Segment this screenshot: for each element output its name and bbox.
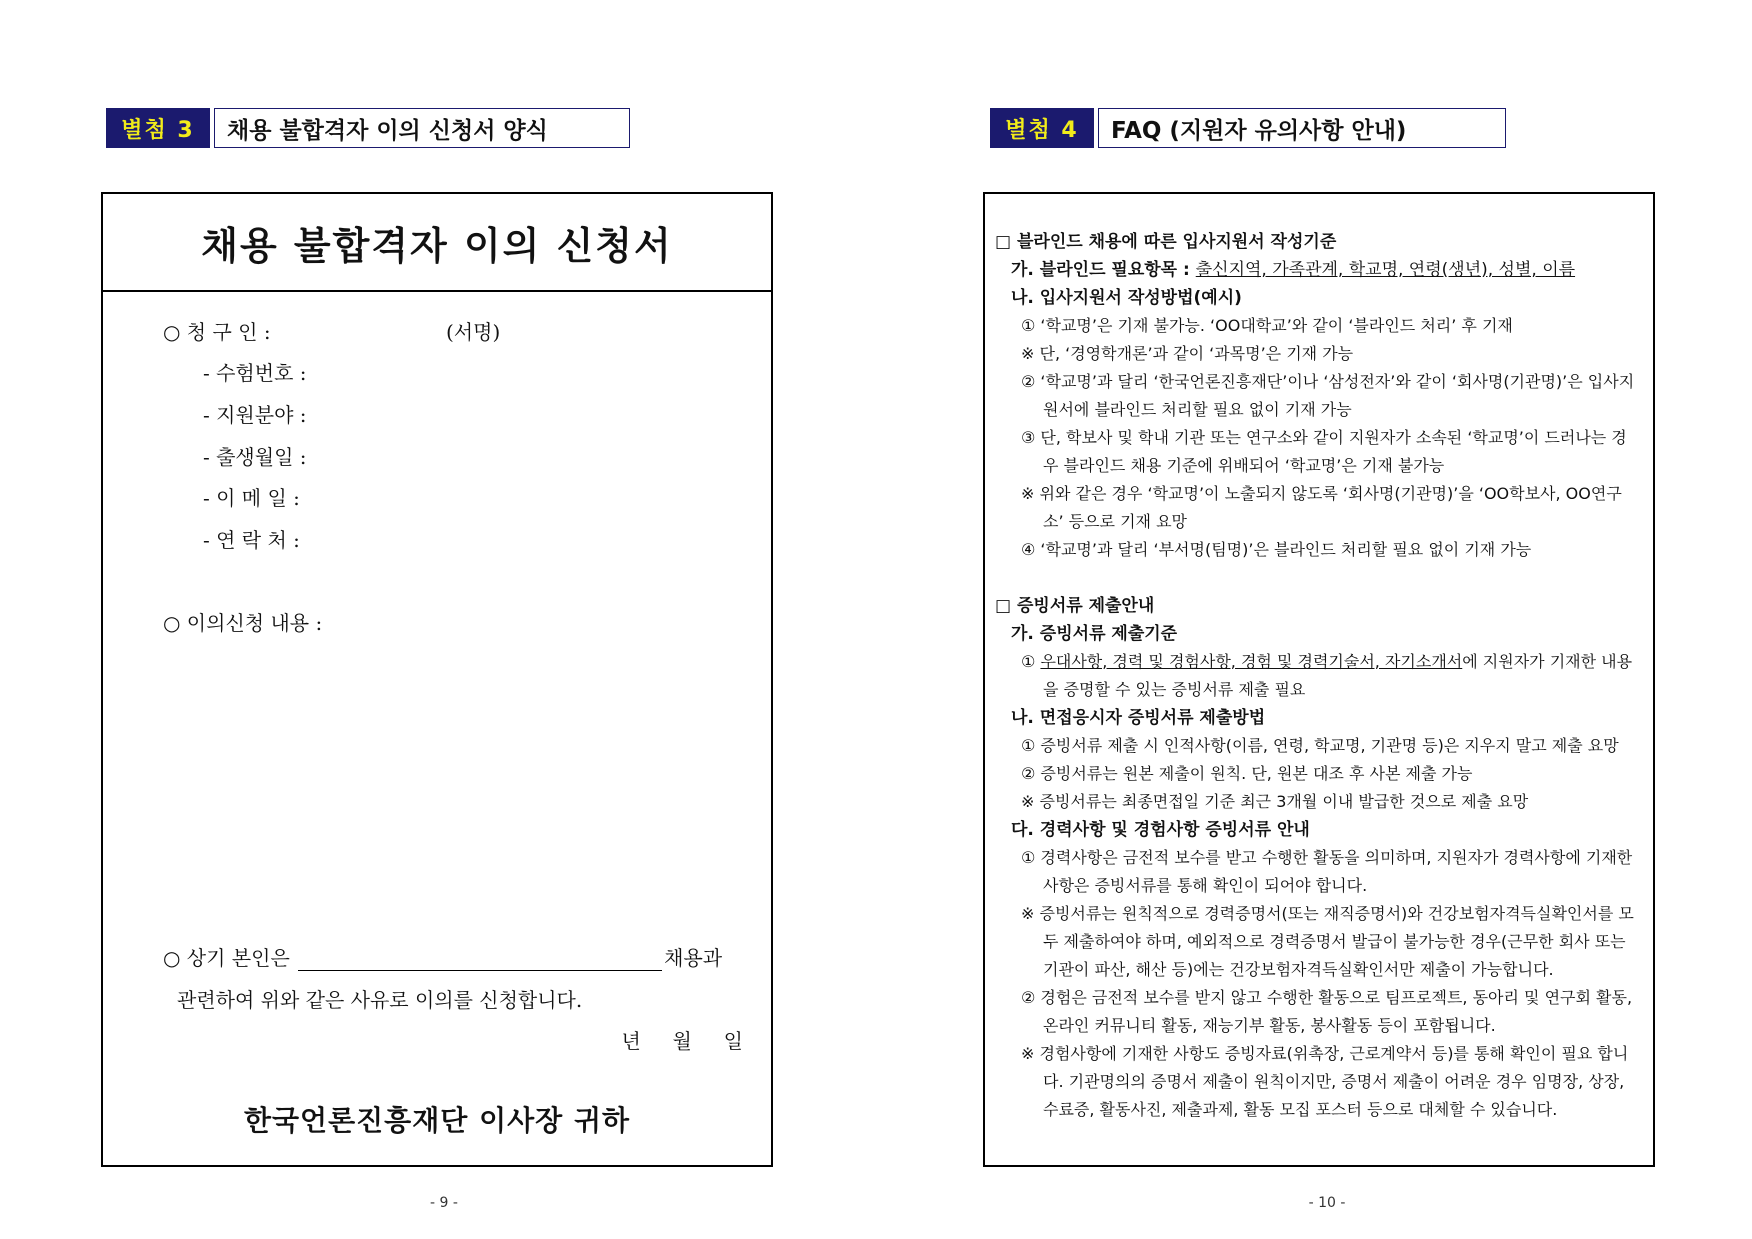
subsection-writing-method: 나. 입사지원서 작성방법(예시) [1011, 288, 1242, 308]
objection-form [101, 192, 773, 1167]
list-item: ※ 증빙서류는 최종면접일 기준 최근 3개월 이내 발급한 것으로 제출 요망 [1021, 792, 1529, 811]
signature-label: (서명) [446, 320, 501, 344]
statement-line-1 [163, 942, 722, 971]
date-line: 년 월 일 [621, 1029, 743, 1053]
list-item: ① 우대사항, 경력 및 경험사항, 경험 및 경력기술서, 자기소개서에 지원자가 기재한 내용을 증명할 수 있는 증빙서류 제출 필요 [1021, 652, 1633, 699]
statement-blank [298, 948, 662, 971]
list-item: ① 경력사항은 금전적 보수를 받고 수행한 활동을 의미하며, 지원자가 경력사항에 기재한 사항은 증빙서류를 통해 확인이 되어야 합니다. [1021, 848, 1633, 895]
field-contact: - 연 락 처 : [203, 528, 300, 552]
subsection-interview-docs: 나. 면접응시자 증빙서류 제출방법 [1011, 708, 1266, 728]
attachment-tag: 별첨 4 [990, 108, 1094, 148]
field-application-area: - 지원분야 : [203, 403, 307, 427]
subsection-blind-items [995, 256, 1635, 284]
objection-content-label: ○ 이의신청 내용 : [163, 611, 323, 635]
blind-items-label: 가. 블라인드 필요항목 : [1011, 260, 1196, 280]
statement-line-2: 관련하여 위와 같은 사유로 이의를 신청합니다. [177, 988, 583, 1012]
section-documents: □ 증빙서류 제출안내 [995, 596, 1155, 616]
subsection-career-docs: 다. 경력사항 및 경험사항 증빙서류 안내 [1011, 820, 1310, 840]
claimant-label: ○ 청 구 인 : [163, 320, 271, 344]
attachment-title: 채용 불합격자 이의 신청서 양식 [214, 108, 630, 148]
page-number: - 10 - [1308, 1195, 1346, 1211]
attachment-header-4 [990, 108, 1506, 148]
list-item: ① ‘학교명’은 기재 불가능. ‘OO대학교’와 같이 ‘블라인드 처리’ 후 기재 [1021, 316, 1513, 335]
statement-prefix: ○ 상기 본인은 [163, 946, 290, 970]
list-item: ※ 증빙서류는 원칙적으로 경력증명서(또는 재직증명서)와 건강보험자격득실확인서를 모두 제출하여야 하며, 예외적으로 경력증명서 발급이 불가능한 경우(근무한 회사 또는 기관이 파산, 해산 등)에는 건강보험자격득실확인서만 제출이 가능합니다. [1021, 904, 1634, 979]
form-title: 채용 불합격자 이의 신청서 [103, 194, 771, 292]
list-item: ③ 단, 학보사 및 학내 기관 또는 연구소와 같이 지원자가 소속된 ‘학교명’이 드러나는 경우 블라인드 채용 기준에 위배되어 ‘학교명’은 기재 불가능 [1021, 428, 1627, 475]
list-item: ※ 위와 같은 경우 ‘학교명’이 노출되지 않도록 ‘회사명(기관명)’을 ‘OO학보사, OO연구소’ 등으로 기재 요망 [1021, 484, 1622, 531]
list-item: ※ 단, ‘경영학개론’과 같이 ‘과목명’은 기재 가능 [1021, 344, 1354, 363]
list-item: ④ ‘학교명’과 달리 ‘부서명(팀명)’은 블라인드 처리할 필요 없이 기재 가능 [1021, 540, 1532, 559]
section-blind-hiring: □ 블라인드 채용에 따른 입사지원서 작성기준 [995, 232, 1337, 252]
blind-items-value: 출신지역, 가족관계, 학교명, 연령(생년), 성별, 이름 [1195, 260, 1576, 280]
attachment-tag: 별첨 3 [106, 108, 210, 148]
field-email: - 이 메 일 : [203, 486, 300, 510]
attachment-title: FAQ (지원자 유의사항 안내) [1098, 108, 1506, 148]
list-item: ※ 경험사항에 기재한 사항도 증빙자료(위촉장, 근로계약서 등)를 통해 확인이 필요 합니다. 기관명의의 증명서 제출이 원칙이지만, 증명서 제출이 어려운 경우 임명장, 상장, 수료증, 활동사진, 제출과제, 활동 모집 포스터 등으로 대체할 수 있습니다. [1021, 1044, 1629, 1119]
field-birth-date: - 출생월일 : [203, 445, 307, 469]
page-number: - 9 - [430, 1195, 458, 1211]
field-exam-number: - 수험번호 : [203, 361, 307, 385]
list-item: ② 증빙서류는 원본 제출이 원칙. 단, 원본 대조 후 사본 제출 가능 [1021, 764, 1473, 783]
faq-box [983, 192, 1655, 1167]
list-item: ① 증빙서류 제출 시 인적사항(이름, 연령, 학교명, 기관명 등)은 지우지 말고 제출 요망 [1021, 736, 1619, 755]
list-item: ② ‘학교명’과 달리 ‘한국언론진흥재단’이나 ‘삼성전자’와 같이 ‘회사명(기관명)’은 입사지원서에 블라인드 처리할 필요 없이 기재 가능 [1021, 372, 1635, 419]
subsection-submission-criteria: 가. 증빙서류 제출기준 [1011, 624, 1178, 644]
faq-content [995, 228, 1635, 1124]
form-footer: 한국언론진흥재단 이사장 귀하 [243, 1104, 631, 1137]
list-item: ② 경험은 금전적 보수를 받지 않고 수행한 활동으로 팀프로젝트, 동아리 및 연구회 활동, 온라인 커뮤니티 활동, 재능기부 활동, 봉사활동 등이 포함됩니다. [1021, 988, 1633, 1035]
attachment-header-3 [106, 108, 630, 148]
statement-suffix: 채용과 [664, 946, 723, 970]
